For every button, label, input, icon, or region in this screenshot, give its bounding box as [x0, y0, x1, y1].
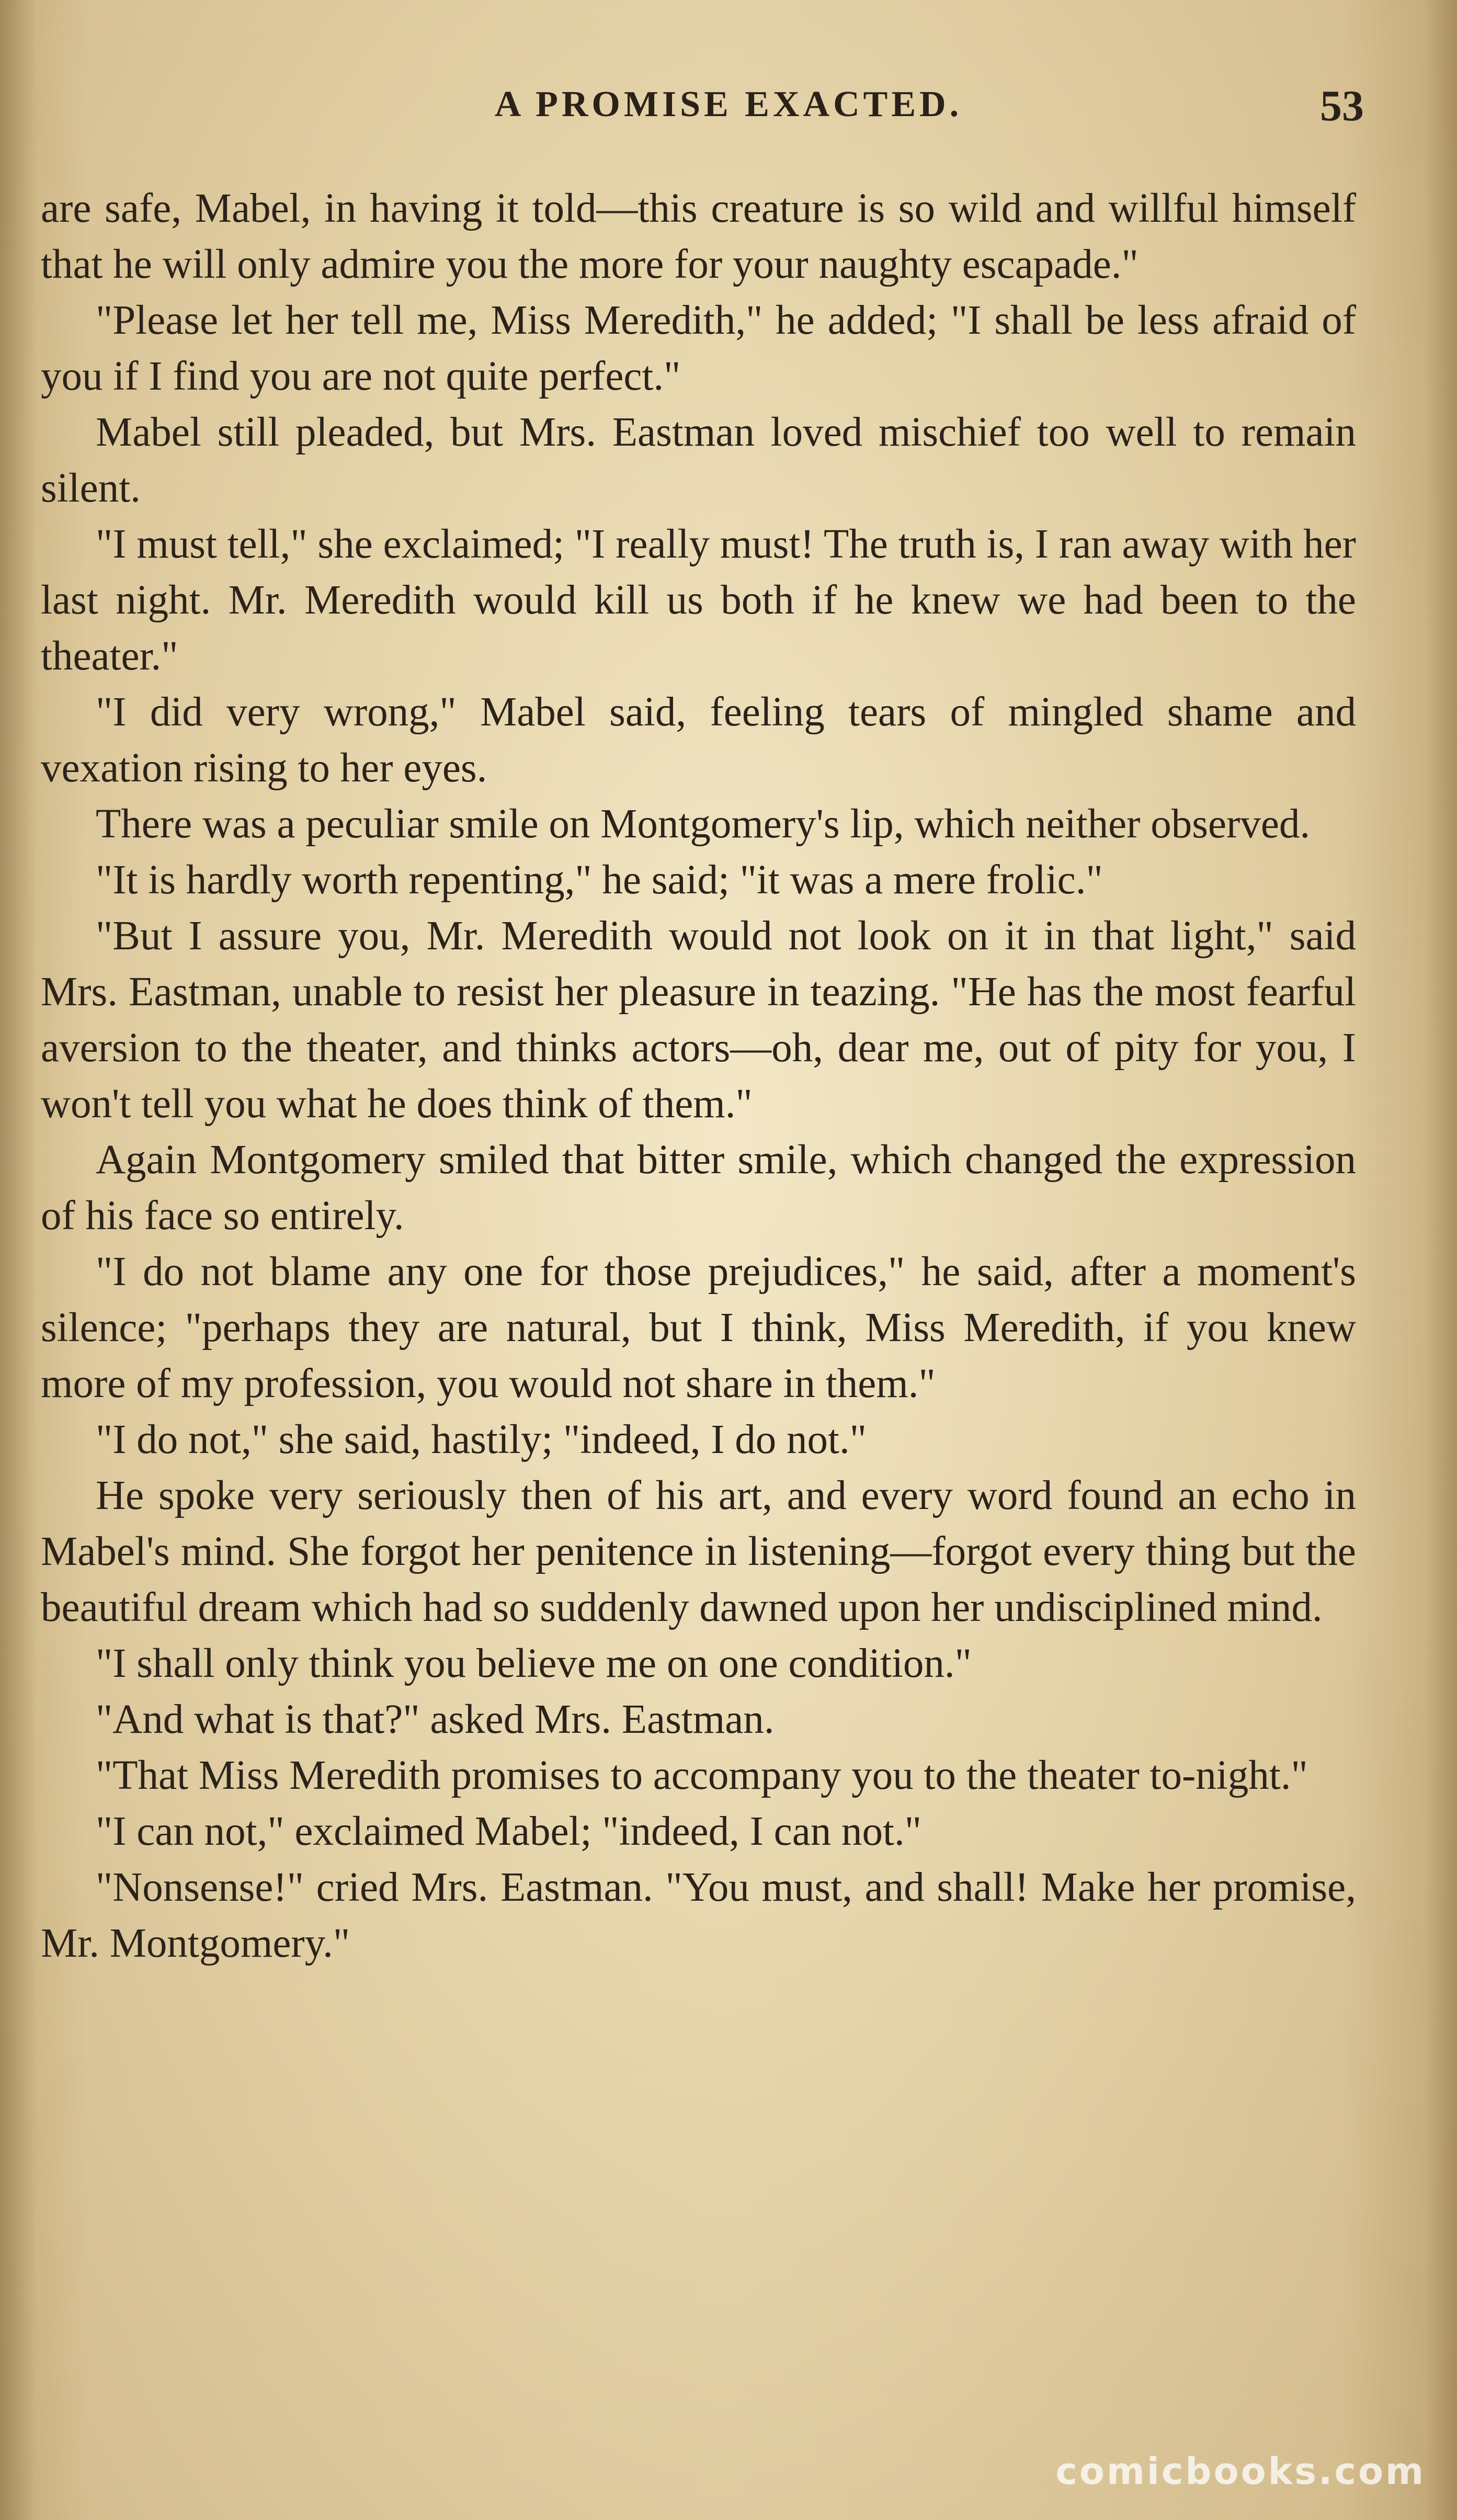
paragraph: Again Montgomery smiled that bitter smile, which changed the expression of his face so entirely. [41, 1137, 1356, 1239]
paragraph: "I do not," she said, hastily; "indeed, I do not." [96, 1417, 867, 1462]
paragraph: "I do not blame any one for those prejudices," he said, after a moment's silence; "perhaps they are natural, but I think, Miss Meredith, if you knew more of my profession, you would not share in them." [41, 1249, 1356, 1406]
paragraph: "And what is that?" asked Mrs. Eastman. [96, 1697, 775, 1742]
paragraph: "But I assure you, Mr. Meredith would not look on it in that light," said Mrs. Eastman, unable to resist her pleasure in teazing. "He has the most fearful aversion to the theater, and thinks actors—oh, dear me, out of pity for you, I won't tell you what he does think of them." [41, 913, 1356, 1127]
paragraph: "I did very wrong," Mabel said, feeling tears of mingled shame and vexation rising to her eyes. [41, 689, 1356, 791]
paragraph: "I must tell," she exclaimed; "I really must! The truth is, I ran away with her last night. Mr. Meredith would kill us both if he knew we had been to the theater." [41, 521, 1356, 679]
paragraph: There was a peculiar smile on Montgomery's lip, which neither observed. [96, 801, 1311, 847]
running-head [0, 84, 1457, 131]
body-text [41, 180, 1356, 1971]
paragraph: "I shall only think you believe me on one condition." [96, 1641, 972, 1686]
paragraph: "That Miss Meredith promises to accompany you to the theater to-night." [96, 1753, 1308, 1798]
paragraph: Mabel still pleaded, but Mrs. Eastman loved mischief too well to remain silent. [41, 410, 1356, 511]
paragraph: are safe, Mabel, in having it told—this creature is so wild and willful himself that he will only admire you the more for your naughty escapade." [41, 186, 1356, 287]
paragraph: "Nonsense!" cried Mrs. Eastman. "You must, and shall! Make her promise, Mr. Montgomery." [41, 1865, 1356, 1966]
page-number: 53 [1320, 82, 1364, 130]
watermark: comicbooks.com [1055, 2450, 1426, 2493]
running-title: A PROMISE EXACTED. [494, 84, 963, 124]
paragraph: "I can not," exclaimed Mabel; "indeed, I can not." [96, 1809, 921, 1854]
paragraph: "Please let her tell me, Miss Meredith," he added; "I shall be less afraid of you if I find you are not quite perfect." [41, 298, 1356, 399]
paragraph: "It is hardly worth repenting," he said; "it was a mere frolic." [96, 857, 1103, 903]
paragraph: He spoke very seriously then of his art, and every word found an echo in Mabel's mind. She forgot her penitence in listening—forgot every thing but the beautiful dream which had so suddenly dawned upon her undisciplined mind. [41, 1473, 1356, 1630]
